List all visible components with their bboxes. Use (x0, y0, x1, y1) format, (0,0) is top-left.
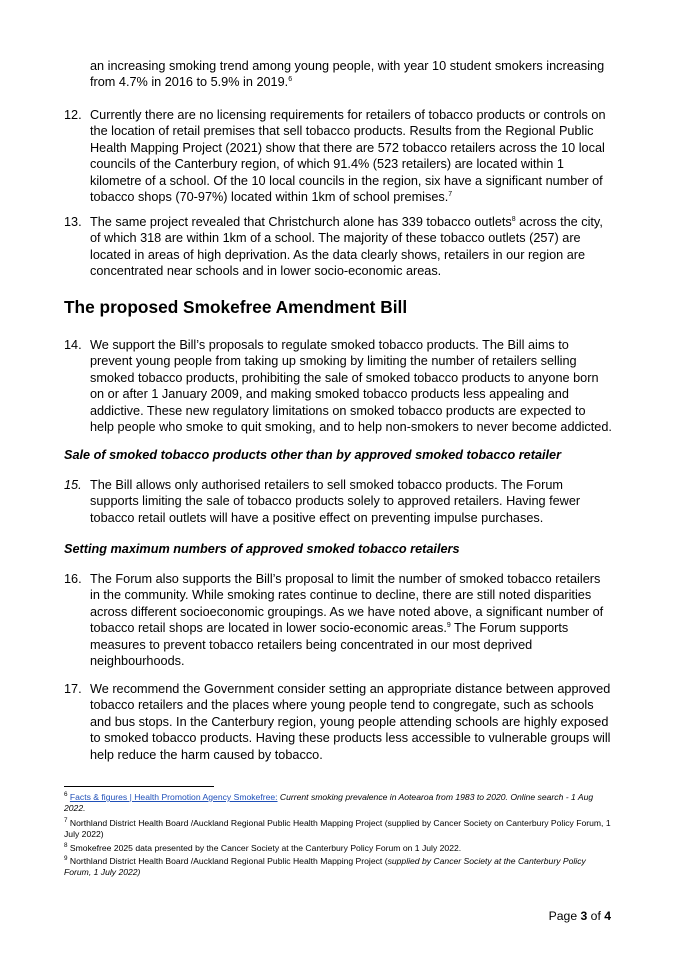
paragraph-text-continued: across the city, of which 318 are within 1km of a school. The majority of these tobacco outlets (257) are located in areas of high deprivation. As the data clearly shows, retailers in our region are concentrated near schools and in lower socio-economic areas. (90, 215, 603, 279)
paragraph-13 (64, 214, 612, 280)
footnote-6 (64, 792, 614, 815)
paragraph-text: The same project revealed that Christchurch alone has 339 tobacco outlets (90, 215, 512, 229)
paragraph-17 (64, 681, 612, 763)
paragraph-text: The Bill allows only authorised retailers to sell smoked tobacco products. The Forum supports limiting the sale of tobacco products solely to approved retailers. Having fewer tobacco retail outlets will have a positive effect on preventing impulse purchases. (90, 478, 581, 525)
footnote-mark: 6 (64, 791, 68, 798)
paragraph-14 (64, 337, 612, 435)
paragraph-16 (64, 571, 612, 669)
page-total: 4 (604, 909, 611, 923)
footnote-ref[interactable]: 7 (448, 191, 453, 199)
footnote-mark: 9 (64, 855, 68, 862)
paragraph-number: 17. (64, 682, 82, 696)
paragraph-number: 15. (64, 478, 82, 492)
footnote-text-italic: supplied by Cancer Society at the Canterbury Policy Forum, 1 July 2022) (64, 856, 586, 878)
page-current: 3 (580, 909, 588, 923)
paragraph-text: We support the Bill’s proposals to regulate smoked tobacco products. The Bill aims to prevent young people from taking up smoking by limiting the number of retailers selling smoked tobacco products, prohibiting the sale of smoked tobacco products to anyone born on or after 1 January 2009, and making smoked tobacco products less appealing and addictive. These new regulatory limitations on smoked tobacco products are expected to help people who smoke to quit smoking, and to help non-smokers to never become addicted. (90, 338, 612, 435)
footnote-ref[interactable]: 9 (446, 622, 451, 630)
paragraph-12 (64, 107, 612, 205)
paragraph-number: 13. (64, 215, 82, 229)
footnote-ref[interactable]: 6 (288, 76, 293, 84)
paragraph-text: We recommend the Government consider setting an appropriate distance between approved tobacco retailers and the places where young people tend to congregate, such as schools and bus stops. In the Canterbury region, young people attending schools are highly exposed to smoked tobacco products. Having these products less accessible to vulnerable groups will help reduce the harm caused by tobacco. (90, 682, 611, 762)
footnote-text: Northland District Health Board /Auckland Regional Public Health Mapping Project (supplied by Cancer Society on Canterbury Policy Forum, 1 July 2022) (64, 818, 611, 840)
footnote-separator (64, 786, 214, 787)
footnote-link[interactable]: Facts & figures | Health Promotion Agency Smokefree: (69, 792, 278, 802)
footnote-7 (64, 818, 614, 841)
subheading-maximum-numbers: Setting maximum numbers of approved smoked tobacco retailers (64, 542, 460, 556)
footnote-text: Current smoking prevalence in Aotearoa from 1983 to 2020. Online search - 1 Aug 2022. (64, 792, 594, 814)
paragraph-11-continuation (90, 58, 610, 91)
paragraph-text: The Forum also supports the Bill’s proposal to limit the number of smoked tobacco retailers in the community. While smoking rates continue to decline, there are still noted disparities across different socioeconomic groupings. As we have noted above, a significant number of tobacco retail shops are located in lower socio-economic areas. (90, 572, 604, 636)
footnote-ref[interactable]: 8 (511, 216, 516, 223)
footnote-8 (64, 843, 614, 854)
footnote-text: Northland District Health Board /Auckland Regional Public Health Mapping Project ( (67, 856, 388, 866)
footnote-9 (64, 856, 614, 879)
of-word: of (587, 909, 605, 923)
page-word: Page (548, 909, 581, 923)
subheading-sale: Sale of smoked tobacco products other than by approved smoked tobacco retailer (64, 448, 562, 462)
section-heading: The proposed Smokefree Amendment Bill (64, 297, 408, 317)
paragraph-number: 14. (64, 338, 82, 352)
paragraph-number: 12. (64, 108, 82, 122)
footnote-text: Smokefree 2025 data presented by the Cancer Society at the Canterbury Policy Forum on 1 July 2022. (67, 843, 462, 853)
paragraph-number: 16. (64, 572, 82, 586)
paragraph-text: Currently there are no licensing requirements for retailers of tobacco products or controls on the location of retail premises that sell tobacco products. Results from the Regional Public Health Mapping Project (2021) show that there are 572 tobacco retailers across the 10 local councils of the Canterbury region, of which 91.4% (523 retailers) are located within 1 kilometre of a school. Of the 10 local councils in the region, six have a significant number of tobacco shops (70-97%) located within 1km of school premises. (90, 108, 606, 205)
footnote-mark: 7 (64, 817, 68, 824)
footnote-mark: 8 (64, 842, 68, 849)
page-number (549, 909, 611, 923)
paragraph-15 (64, 477, 612, 526)
paragraph-text-continued: The Forum supports measures to prevent tobacco retailers being concentrated in our most deprived neighbourhoods. (90, 621, 569, 669)
paragraph-text: an increasing smoking trend among young people, with year 10 student smokers increasing from 4.7% in 2016 to 5.9% in 2019. (90, 59, 605, 90)
